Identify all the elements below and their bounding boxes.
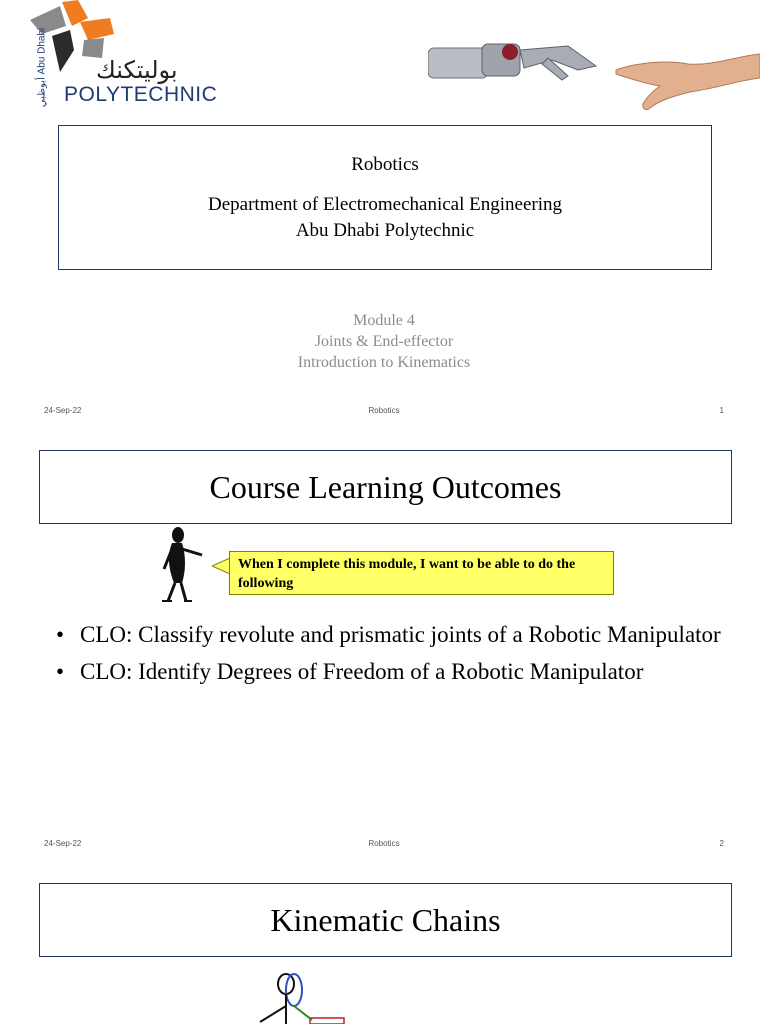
stick-figure-illustration-icon	[250, 966, 350, 1024]
slide-title: Course Learning Outcomes	[209, 468, 562, 505]
footer-page-number: 2	[719, 839, 724, 848]
module-number: Module 4	[353, 312, 415, 329]
footer-date: 24-Sep-22	[44, 406, 82, 415]
slide-title-box	[39, 450, 732, 524]
list-item	[56, 656, 746, 687]
institution-name: Abu Dhabi Polytechnic	[295, 219, 475, 241]
slide-title: Kinematic Chains	[270, 901, 501, 938]
footer-date: 24-Sep-22	[44, 839, 82, 848]
callout-bubble: When I complete this module, I want to be able to do the following	[229, 551, 614, 595]
slide-title-box	[39, 883, 732, 957]
footer-title: Robotics	[368, 839, 400, 848]
footer-page-number: 1	[719, 406, 724, 415]
footer-title: Robotics	[368, 406, 400, 415]
logo-vertical-text: أبوظبي Abu Dhabi	[36, 27, 48, 108]
slide-2	[0, 433, 768, 866]
logo-latin-text: POLYTECHNIC	[64, 83, 218, 106]
clo-text: CLO: Classify revolute and prismatic joints of a Robotic Manipulator	[80, 622, 721, 647]
logo-arabic-text: بوليتكنك	[96, 56, 178, 84]
slide-3	[0, 866, 768, 1024]
clo-list	[56, 619, 746, 693]
bullet: •	[56, 659, 65, 684]
list-item	[56, 619, 746, 650]
clo-text: CLO: Identify Degrees of Freedom of a Robotic Manipulator	[80, 659, 644, 684]
module-topic: Joints & End-effector	[314, 333, 454, 350]
abu-dhabi-polytechnic-logo	[22, 0, 232, 108]
bullet: •	[56, 622, 65, 647]
module-info	[0, 310, 768, 373]
slide-1	[0, 0, 768, 433]
module-subtopic: Introduction to Kinematics	[297, 354, 471, 371]
course-title: Robotics	[351, 153, 419, 175]
department-name: Department of Electromechanical Engineering	[208, 193, 562, 215]
robot-and-human-hands-image	[428, 30, 760, 114]
title-box	[58, 125, 712, 270]
